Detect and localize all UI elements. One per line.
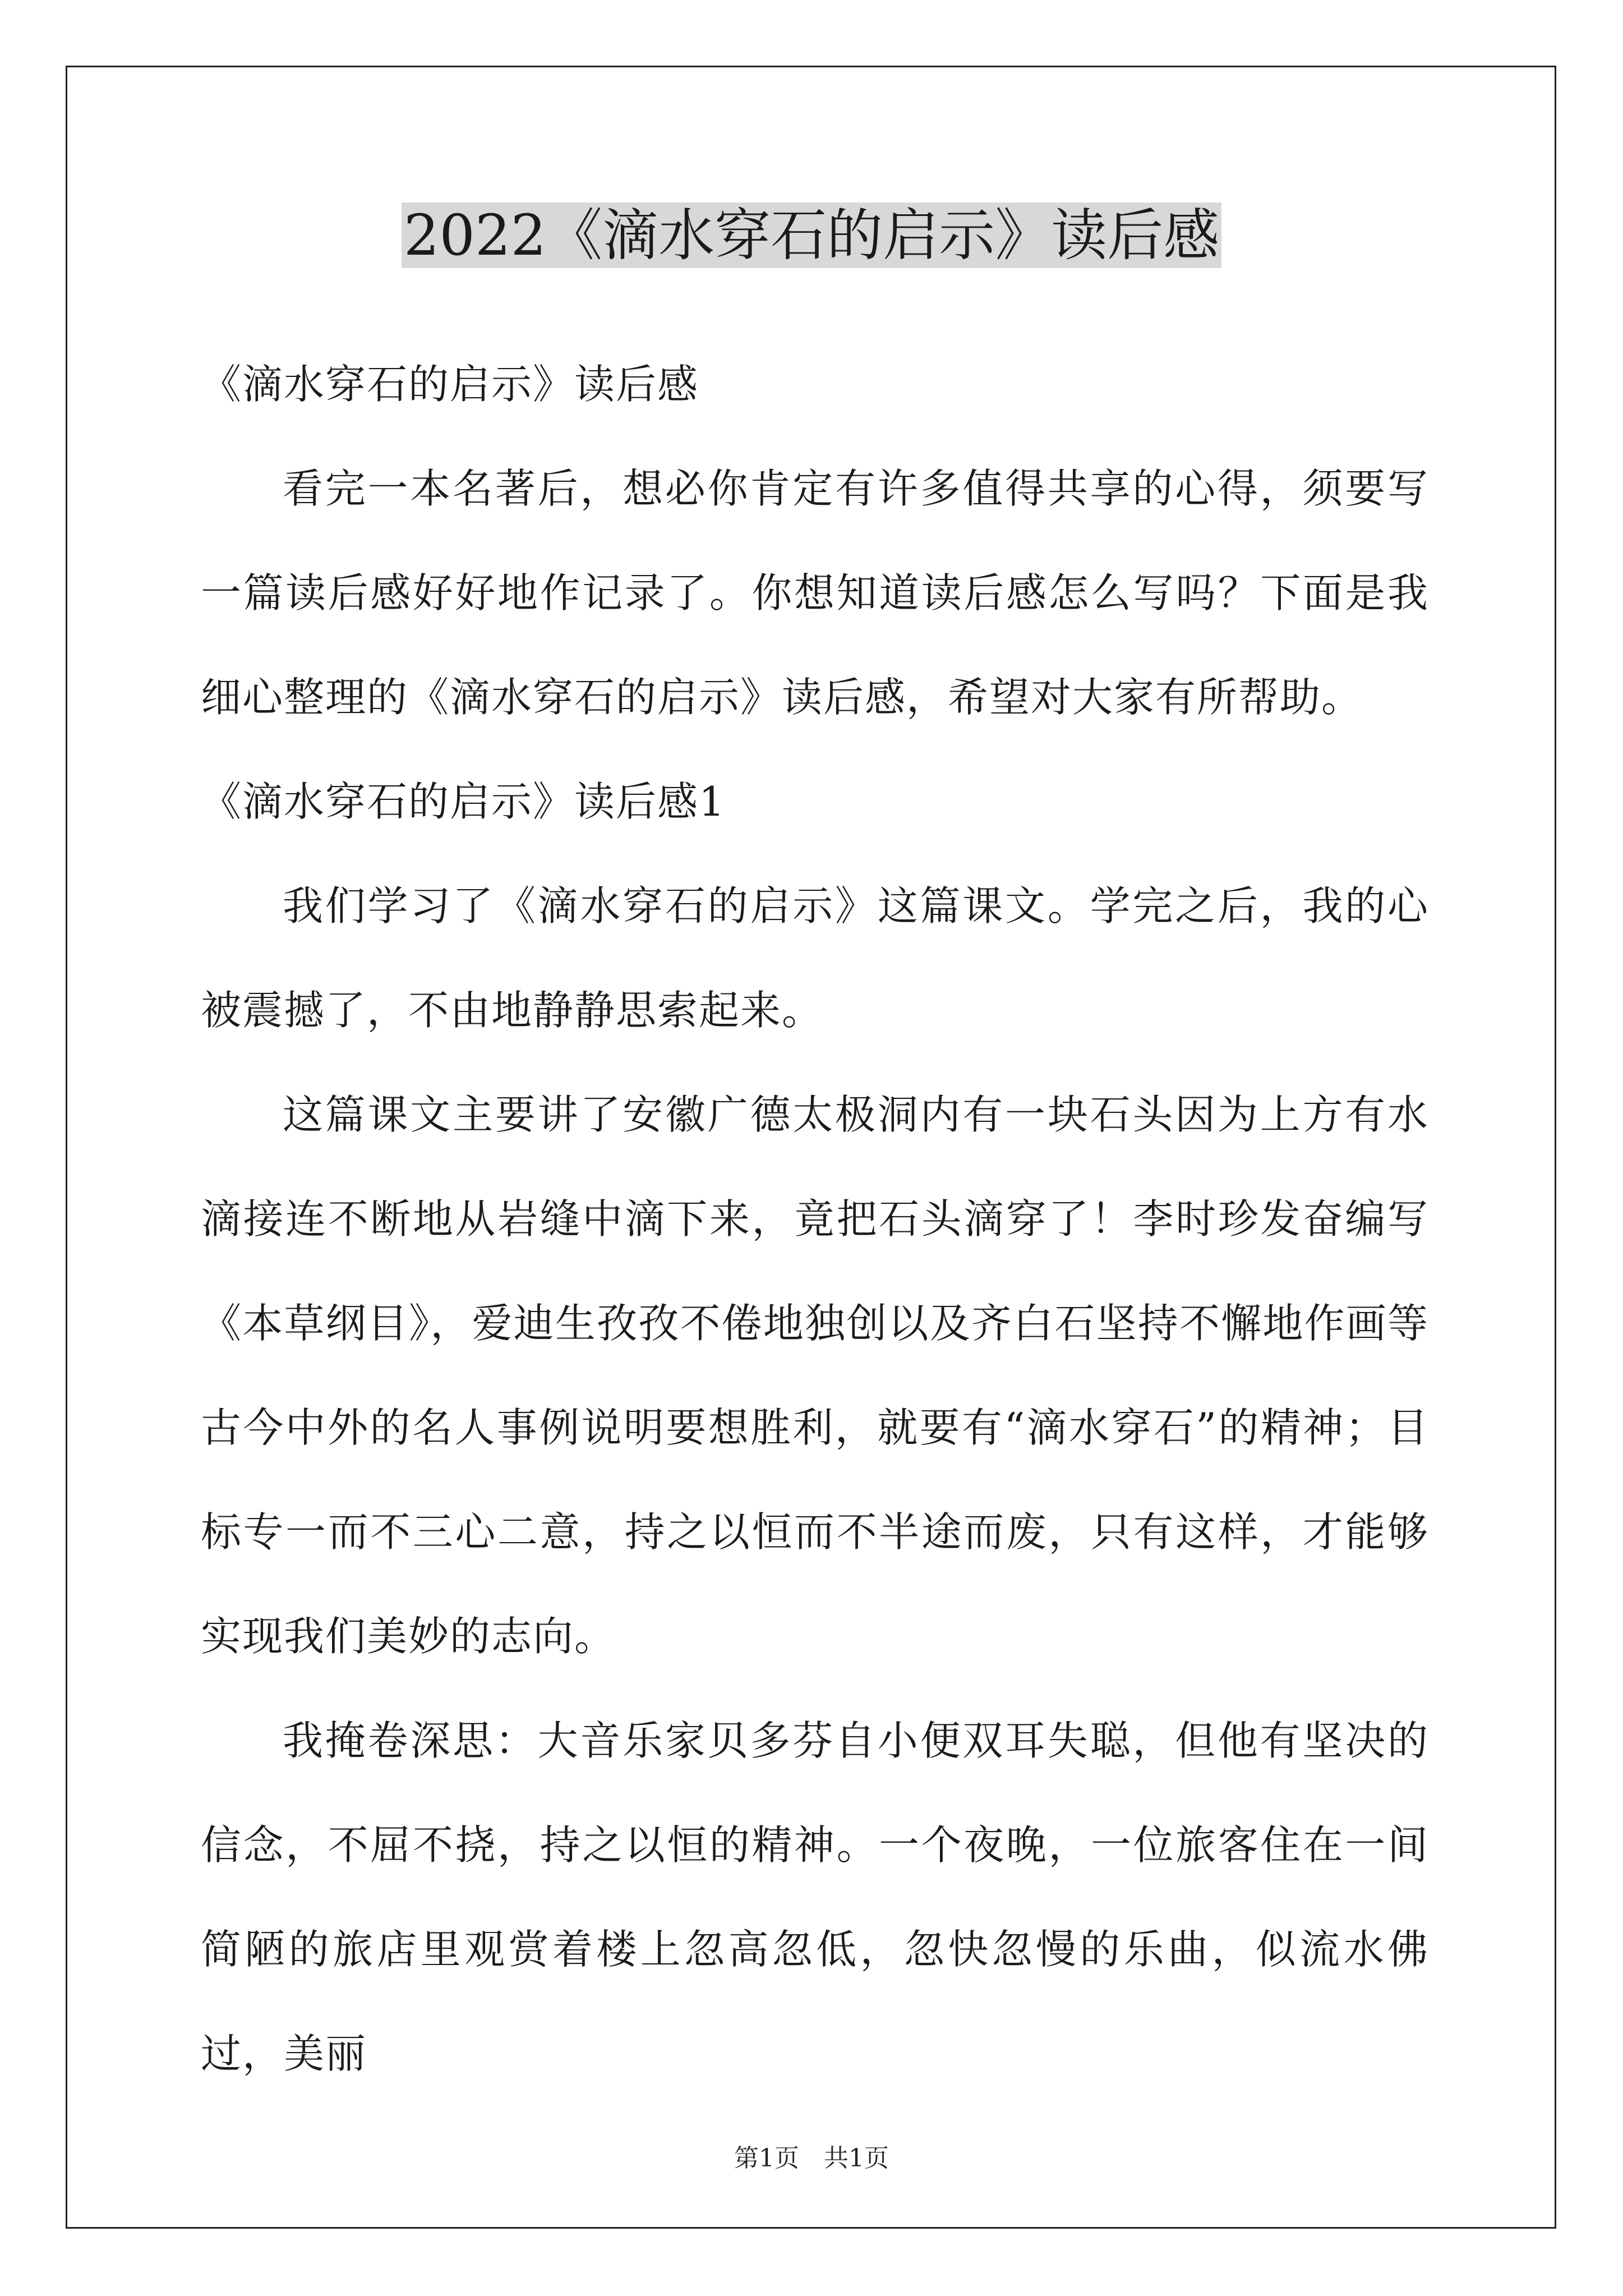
document-title-text: 2022《滴水穿石的启示》读后感: [402, 203, 1222, 268]
body-paragraph-1: 我们学习了《滴水穿石的启示》这篇课文。学完之后，我的心被震撼了，不由地静静思索起来。: [201, 882, 1429, 1034]
body-paragraph-2: 这篇课文主要讲了安徽广德太极洞内有一块石头因为上方有水滴接连不断地从岩缝中滴下来，竟把石头滴穿了！李时珍发奋编写《本草纲目》，爱迪生孜孜不倦地独创以及齐白石坚持不懈地作画等古今中外的名人事例说明要想胜利，就要有“滴水穿石”的精神；目标专一而不三心二意，持之以恒而不半途而废，只有这样，才能够实现我们美妙的志向。: [201, 1091, 1429, 1660]
body-paragraph-3: 我掩卷深思：大音乐家贝多芬自小便双耳失聪，但他有坚决的信念，不屈不挠，持之以恒的精神。一个夜晚，一位旅客住在一间简陋的旅店里观赏着楼上忽高忽低，忽快忽慢的乐曲，似流水佛过，美丽: [201, 1717, 1429, 2077]
page-footer: [0, 2142, 1623, 2175]
page-number: 第1页: [734, 2144, 799, 2173]
subtitle-paragraph: 《滴水穿石的启示》读后感: [201, 361, 699, 408]
intro-paragraph: 看完一本名著后，想必你肯定有许多值得共享的心得，须要写一篇读后感好好地作记录了。你想知道读后感怎么写吗？下面是我细心整理的《滴水穿石的启示》读后感，希望对大家有所帮助。: [201, 465, 1429, 721]
section-heading-1: 《滴水穿石的启示》读后感1: [201, 778, 726, 825]
document-title: [0, 199, 1623, 272]
page-total: 共1页: [824, 2144, 889, 2173]
